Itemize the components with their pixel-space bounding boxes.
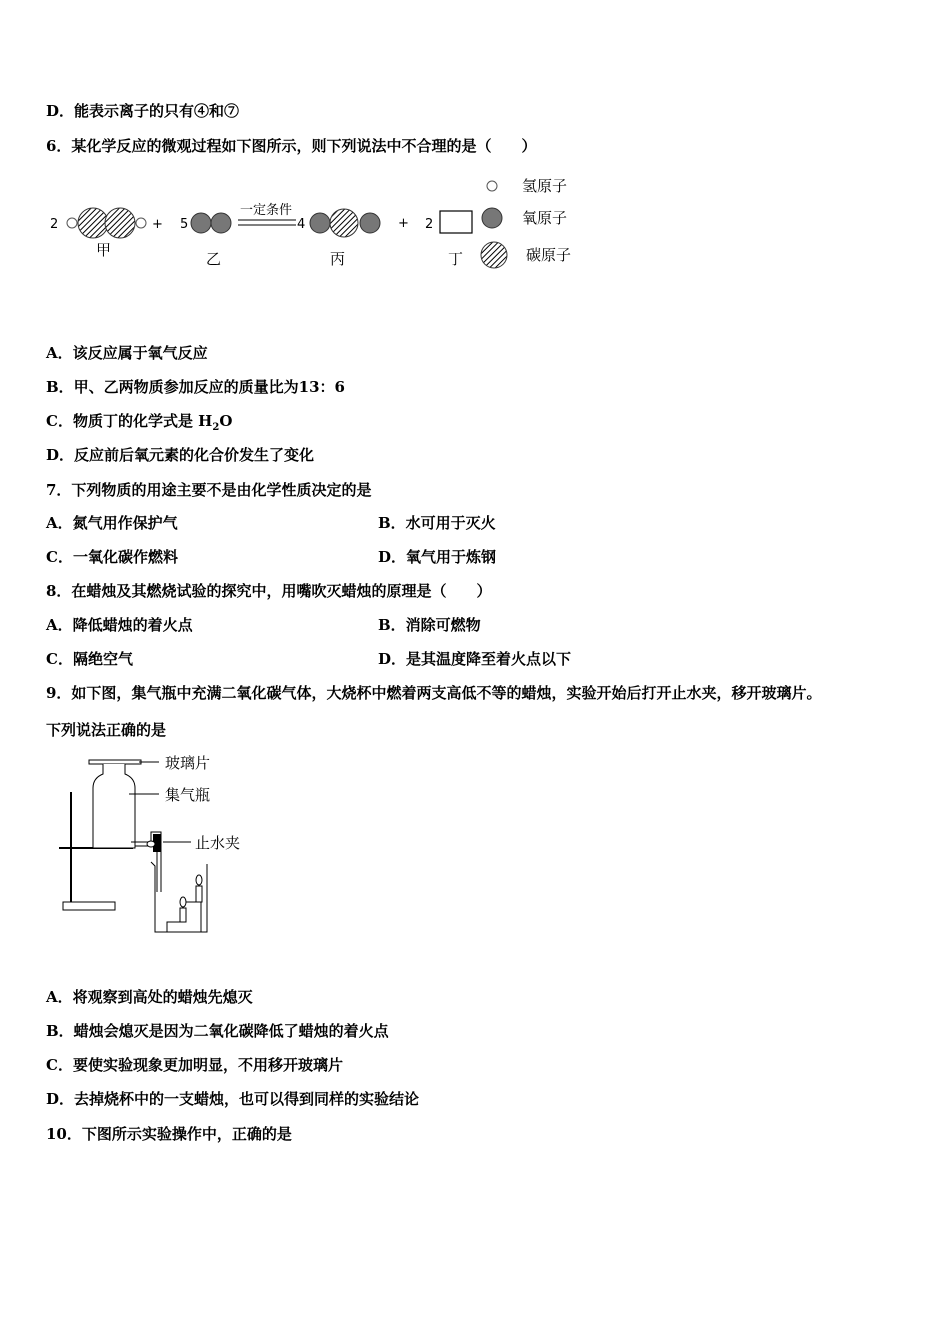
q9-option-b: B．蜡烛会熄灭是因为二氧化碳降低了蜡烛的着火点 <box>46 1022 389 1040</box>
o-atom <box>310 213 330 233</box>
q8-option-c: C．隔绝空气 <box>46 650 133 668</box>
q8-stem: 8．在蜡烛及其燃烧试验的探究中，用嘴吹灭蜡烛的原理是（ ） <box>46 582 492 600</box>
label-jia: 甲 <box>96 241 112 259</box>
q7-option-d: D．氧气用于炼钢 <box>378 548 497 566</box>
q7-stem: 7．下列物质的用途主要不是由化学性质决定的是 <box>46 481 372 499</box>
q8-option-d: D．是其温度降至着火点以下 <box>378 650 572 668</box>
coef-ding: 2 <box>425 217 434 232</box>
q10-stem: 10．下图所示实验操作中，正确的是 <box>46 1125 292 1143</box>
plus-2: + <box>398 216 409 231</box>
q6-option-d: D．反应前后氧元素的化合价发生了变化 <box>46 446 315 464</box>
label-glass-plate: 玻璃片 <box>165 754 211 772</box>
label-bing: 丙 <box>330 250 346 268</box>
h-atom <box>136 218 146 228</box>
legend-o-label: 氧原子 <box>522 209 568 227</box>
h-atom <box>67 218 77 228</box>
q5-option-d: D．能表示离子的只有④和⑦ <box>46 102 240 120</box>
q9-option-c: C．要使实验现象更加明显，不用移开玻璃片 <box>46 1056 343 1074</box>
q8-option-b: B．消除可燃物 <box>378 616 481 634</box>
reaction-condition: 一定条件 <box>240 203 293 218</box>
legend-h-label: 氢原子 <box>522 177 568 195</box>
label-ding: 丁 <box>448 250 464 268</box>
q9-stem-line1: 9．如下图，集气瓶中充满二氧化碳气体，大烧杯中燃着两支高低不等的蜡烛，实验开始后打开止水夹，移开玻璃片。 <box>46 684 822 702</box>
legend-c-icon <box>481 242 507 268</box>
q7-option-b: B．水可用于灭火 <box>378 514 496 532</box>
label-water-clamp: 止水夹 <box>195 834 241 852</box>
c-atom <box>330 209 358 237</box>
legend-h-icon <box>487 181 497 191</box>
o-atom <box>191 213 211 233</box>
legend-o-icon <box>482 208 502 228</box>
o-atom <box>211 213 231 233</box>
q8-option-a: A．降低蜡烛的着火点 <box>46 616 193 634</box>
c-atom <box>105 208 135 238</box>
q9-option-d: D．去掉烧杯中的一支蜡烛，也可以得到同样的实验结论 <box>46 1090 420 1108</box>
q6-option-b: B．甲、乙两物质参加反应的质量比为13：6 <box>46 378 345 396</box>
ding-box <box>440 211 472 233</box>
plus-1: + <box>152 217 163 232</box>
q6-option-a: A．该反应属于氧气反应 <box>46 344 208 362</box>
q9-option-a: A．将观察到高处的蜡烛先熄灭 <box>46 988 253 1006</box>
q6-reaction-figure <box>40 168 600 278</box>
q7-option-a: A．氮气用作保护气 <box>46 514 178 532</box>
label-gas-bottle: 集气瓶 <box>165 786 211 804</box>
coef-yi: 5 <box>180 217 189 232</box>
o-atom <box>360 213 380 233</box>
coef-jia: 2 <box>50 217 59 232</box>
coef-bing: 4 <box>297 217 306 232</box>
q7-option-c: C．一氧化碳作燃料 <box>46 548 178 566</box>
q6-stem: 6．某化学反应的微观过程如下图所示，则下列说法中不合理的是（ ） <box>46 137 537 155</box>
q9-apparatus-figure <box>55 752 275 940</box>
c-atom <box>78 208 108 238</box>
label-yi: 乙 <box>206 250 222 268</box>
q9-stem-line2: 下列说法正确的是 <box>46 721 167 739</box>
legend-c-label: 碳原子 <box>526 246 572 264</box>
q6-option-c: C．物质丁的化学式是 $H_2O$ <box>46 412 233 433</box>
